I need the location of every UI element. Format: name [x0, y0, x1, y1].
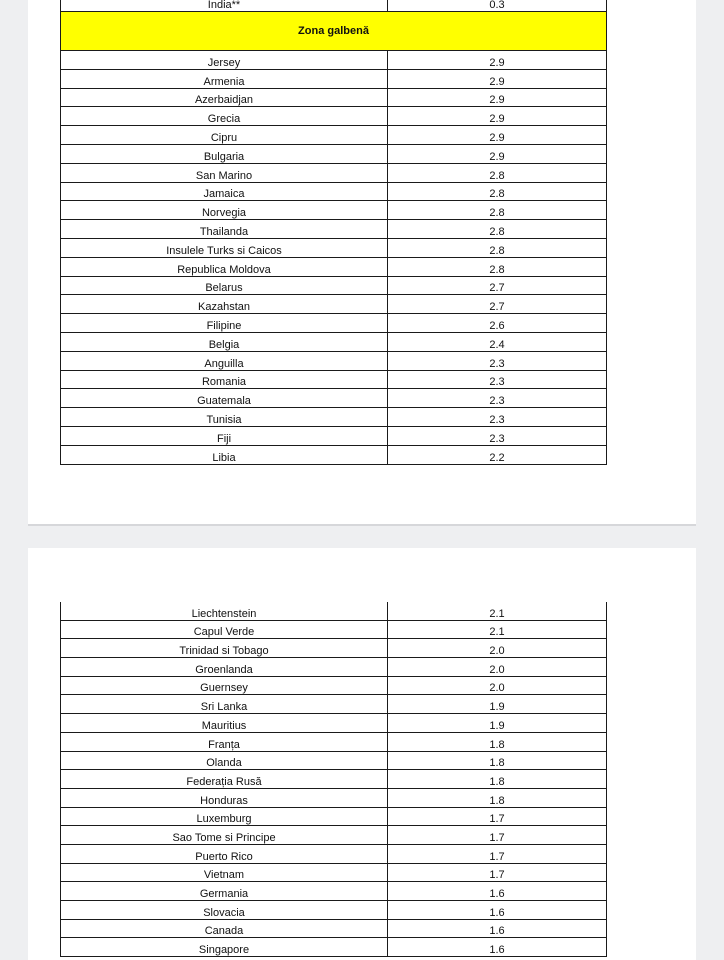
value-cell: 2.0: [388, 658, 607, 677]
value-cell: 2.9: [388, 126, 607, 145]
value-cell: 2.3: [388, 370, 607, 389]
country-cell: Guatemala: [61, 389, 388, 408]
value-cell: 1.7: [388, 844, 607, 863]
value-cell: 2.9: [388, 107, 607, 126]
country-cell: Jersey: [61, 51, 388, 70]
table-row: [61, 257, 607, 276]
value-cell: 2.8: [388, 201, 607, 220]
table-row: [61, 88, 607, 107]
table-row: [61, 295, 607, 314]
table-row: [61, 182, 607, 201]
country-cell: Insulele Turks si Caicos: [61, 238, 388, 257]
value-cell: 2.0: [388, 639, 607, 658]
country-cell: Belarus: [61, 276, 388, 295]
table-row: [61, 826, 607, 845]
table-row: [61, 919, 607, 938]
value-cell: 2.4: [388, 332, 607, 351]
table-row: [61, 144, 607, 163]
value-cell: 2.9: [388, 88, 607, 107]
value-cell: 2.8: [388, 163, 607, 182]
country-cell: San Marino: [61, 163, 388, 182]
country-cell: Filipine: [61, 314, 388, 333]
country-cell: Trinidad si Tobago: [61, 639, 388, 658]
table-row: [61, 107, 607, 126]
table-row: [61, 276, 607, 295]
country-cell: Honduras: [61, 788, 388, 807]
country-cell: Federația Rusă: [61, 770, 388, 789]
table-row: [61, 788, 607, 807]
value-cell: 2.8: [388, 257, 607, 276]
value-cell: 1.6: [388, 919, 607, 938]
value-cell: 2.3: [388, 351, 607, 370]
value-cell: 2.9: [388, 144, 607, 163]
country-cell: Kazahstan: [61, 295, 388, 314]
table-row: [61, 863, 607, 882]
value-cell: 2.3: [388, 389, 607, 408]
value-cell: 1.8: [388, 788, 607, 807]
table-row: [61, 238, 607, 257]
value-cell: 1.9: [388, 695, 607, 714]
country-cell: Olanda: [61, 751, 388, 770]
value-cell: 1.7: [388, 807, 607, 826]
value-cell: 2.9: [388, 51, 607, 70]
country-cell: Cipru: [61, 126, 388, 145]
value-cell: 1.6: [388, 938, 607, 957]
table-row: [61, 126, 607, 145]
table-row: [61, 445, 607, 464]
value-cell: 2.8: [388, 238, 607, 257]
country-cell: Capul Verde: [61, 620, 388, 639]
value-cell: 0.3: [388, 0, 607, 12]
zone-header-row: [61, 12, 607, 51]
country-cell: Tunisia: [61, 408, 388, 427]
value-cell: 1.8: [388, 732, 607, 751]
value-cell: 2.2: [388, 445, 607, 464]
table-row: [61, 426, 607, 445]
value-cell: 2.8: [388, 182, 607, 201]
country-table-page-2: [60, 602, 607, 957]
country-cell: Grecia: [61, 107, 388, 126]
table-row: [61, 844, 607, 863]
value-cell: 2.3: [388, 408, 607, 427]
table-row: [61, 602, 607, 620]
value-cell: 2.1: [388, 602, 607, 620]
table-row: [61, 351, 607, 370]
table-row: [61, 69, 607, 88]
country-cell: Guernsey: [61, 676, 388, 695]
country-cell: India**: [61, 0, 388, 12]
table-row: [61, 51, 607, 70]
country-cell: Slovacia: [61, 901, 388, 920]
value-cell: 1.8: [388, 770, 607, 789]
value-cell: 1.7: [388, 826, 607, 845]
country-cell: Canada: [61, 919, 388, 938]
value-cell: 2.3: [388, 426, 607, 445]
value-cell: 1.7: [388, 863, 607, 882]
country-cell: Fiji: [61, 426, 388, 445]
table-row: [61, 901, 607, 920]
value-cell: 2.0: [388, 676, 607, 695]
table-row: [61, 770, 607, 789]
value-cell: 2.7: [388, 295, 607, 314]
country-cell: Luxemburg: [61, 807, 388, 826]
table-row: [61, 695, 607, 714]
table-row: [61, 807, 607, 826]
value-cell: 2.1: [388, 620, 607, 639]
country-cell: Republica Moldova: [61, 257, 388, 276]
page-divider: [28, 524, 696, 526]
country-cell: Sao Tome si Principe: [61, 826, 388, 845]
table-row: [61, 332, 607, 351]
value-cell: 1.8: [388, 751, 607, 770]
table-row: [61, 620, 607, 639]
country-cell: Groenlanda: [61, 658, 388, 677]
country-cell: Norvegia: [61, 201, 388, 220]
table-row: [61, 938, 607, 957]
country-cell: Mauritius: [61, 714, 388, 733]
table-row: [61, 163, 607, 182]
table-row: [61, 314, 607, 333]
table-row: [61, 882, 607, 901]
value-cell: 2.9: [388, 69, 607, 88]
table-row: [61, 714, 607, 733]
country-cell: Germania: [61, 882, 388, 901]
country-cell: Singapore: [61, 938, 388, 957]
table-row: [61, 370, 607, 389]
country-cell: Jamaica: [61, 182, 388, 201]
table-body-page-2: [61, 602, 607, 957]
table-row: [61, 732, 607, 751]
country-table-page-1: [60, 0, 607, 465]
value-cell: 1.6: [388, 882, 607, 901]
table-row: [61, 201, 607, 220]
table-row: [61, 220, 607, 239]
country-cell: Armenia: [61, 69, 388, 88]
country-cell: Thailanda: [61, 220, 388, 239]
table-row: [61, 408, 607, 427]
country-cell: Romania: [61, 370, 388, 389]
table-row: [61, 658, 607, 677]
country-cell: Libia: [61, 445, 388, 464]
country-cell: Franța: [61, 732, 388, 751]
country-cell: Liechtenstein: [61, 602, 388, 620]
country-cell: Belgia: [61, 332, 388, 351]
country-cell: Puerto Rico: [61, 844, 388, 863]
country-cell: Sri Lanka: [61, 695, 388, 714]
country-cell: Azerbaidjan: [61, 88, 388, 107]
country-cell: Vietnam: [61, 863, 388, 882]
table-row: [61, 676, 607, 695]
table-row: [61, 639, 607, 658]
value-cell: 2.7: [388, 276, 607, 295]
country-cell: Anguilla: [61, 351, 388, 370]
value-cell: 1.9: [388, 714, 607, 733]
table-row: [61, 389, 607, 408]
value-cell: 1.6: [388, 901, 607, 920]
table-row: [61, 0, 607, 12]
table-body-page-1: [61, 0, 607, 464]
value-cell: 2.8: [388, 220, 607, 239]
country-cell: Bulgaria: [61, 144, 388, 163]
zone-label: Zona galbenă: [61, 12, 607, 51]
value-cell: 2.6: [388, 314, 607, 333]
table-row: [61, 751, 607, 770]
